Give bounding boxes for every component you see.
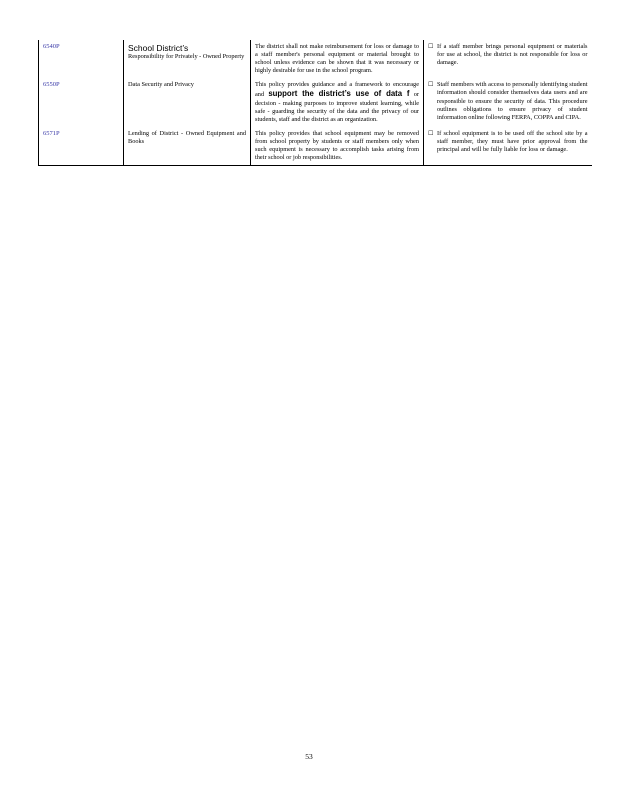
procedure-bullet [428, 81, 588, 121]
table-row [39, 127, 592, 166]
procedure-bullet [428, 130, 588, 154]
table-row [39, 40, 592, 78]
policy-title-main: School District’s [128, 43, 189, 53]
description-part: or decision - making purposes to improve student learning, while safe - guarding the security of the data and the privacy of our students, staff and the district as an organization. [255, 91, 419, 123]
checkbox-bullet-icon: ☐ [428, 129, 434, 137]
description-part: This policy provides guidance and a framework to encourage and [255, 81, 419, 99]
table-row [39, 78, 592, 126]
procedure-cell [424, 78, 592, 126]
checkbox-bullet-icon: ☐ [428, 81, 434, 89]
policy-title-cell [124, 40, 251, 78]
policy-description [251, 78, 424, 126]
page-number: 53 [305, 752, 313, 761]
policy-title: Data Security and Privacy [124, 78, 251, 126]
description-emphasis: support the district’s use of data f [268, 89, 410, 99]
procedure-cell [424, 127, 592, 166]
procedure-cell [424, 40, 592, 78]
procedure-text: If school equipment is to be used off the school site by a staff member, they must have prior approval from the principal and will be fully liable for loss or damage. [437, 129, 588, 154]
procedure-bullet [428, 43, 588, 67]
policy-title: Lending of District - Owned Equipment and Books [124, 127, 251, 166]
procedure-text: Staff members with access to personally identifying student information should consider themselves data users and are responsible to ensure the security of data. This procedure outlines obligations to ensure privacy of student information online following FERPA, COPPA and CIPA. [437, 81, 588, 121]
policy-table [38, 40, 592, 166]
policy-description: The district shall not make reimbursement for loss or damage to a staff member's personal equipment or material brought to school unless evidence can be shown that it was necessary or highly desirable for use in the school program. [251, 40, 424, 78]
policy-title: Responsibility for Privately - Owned Property [128, 53, 245, 60]
procedure-text: If a staff member brings personal equipment or materials for use at school, the district is not responsible for loss or damage. [437, 43, 588, 67]
policy-code: 6550P [39, 78, 124, 126]
policy-code: 6540P [39, 40, 124, 78]
checkbox-bullet-icon: ☐ [428, 43, 434, 50]
policy-code: 6571P [39, 127, 124, 166]
policy-description: This policy provides that school equipment may be removed from school property by students or staff members only when such equipment is necessary to accomplish tasks arising from their school or job responsibilities. [251, 127, 424, 166]
